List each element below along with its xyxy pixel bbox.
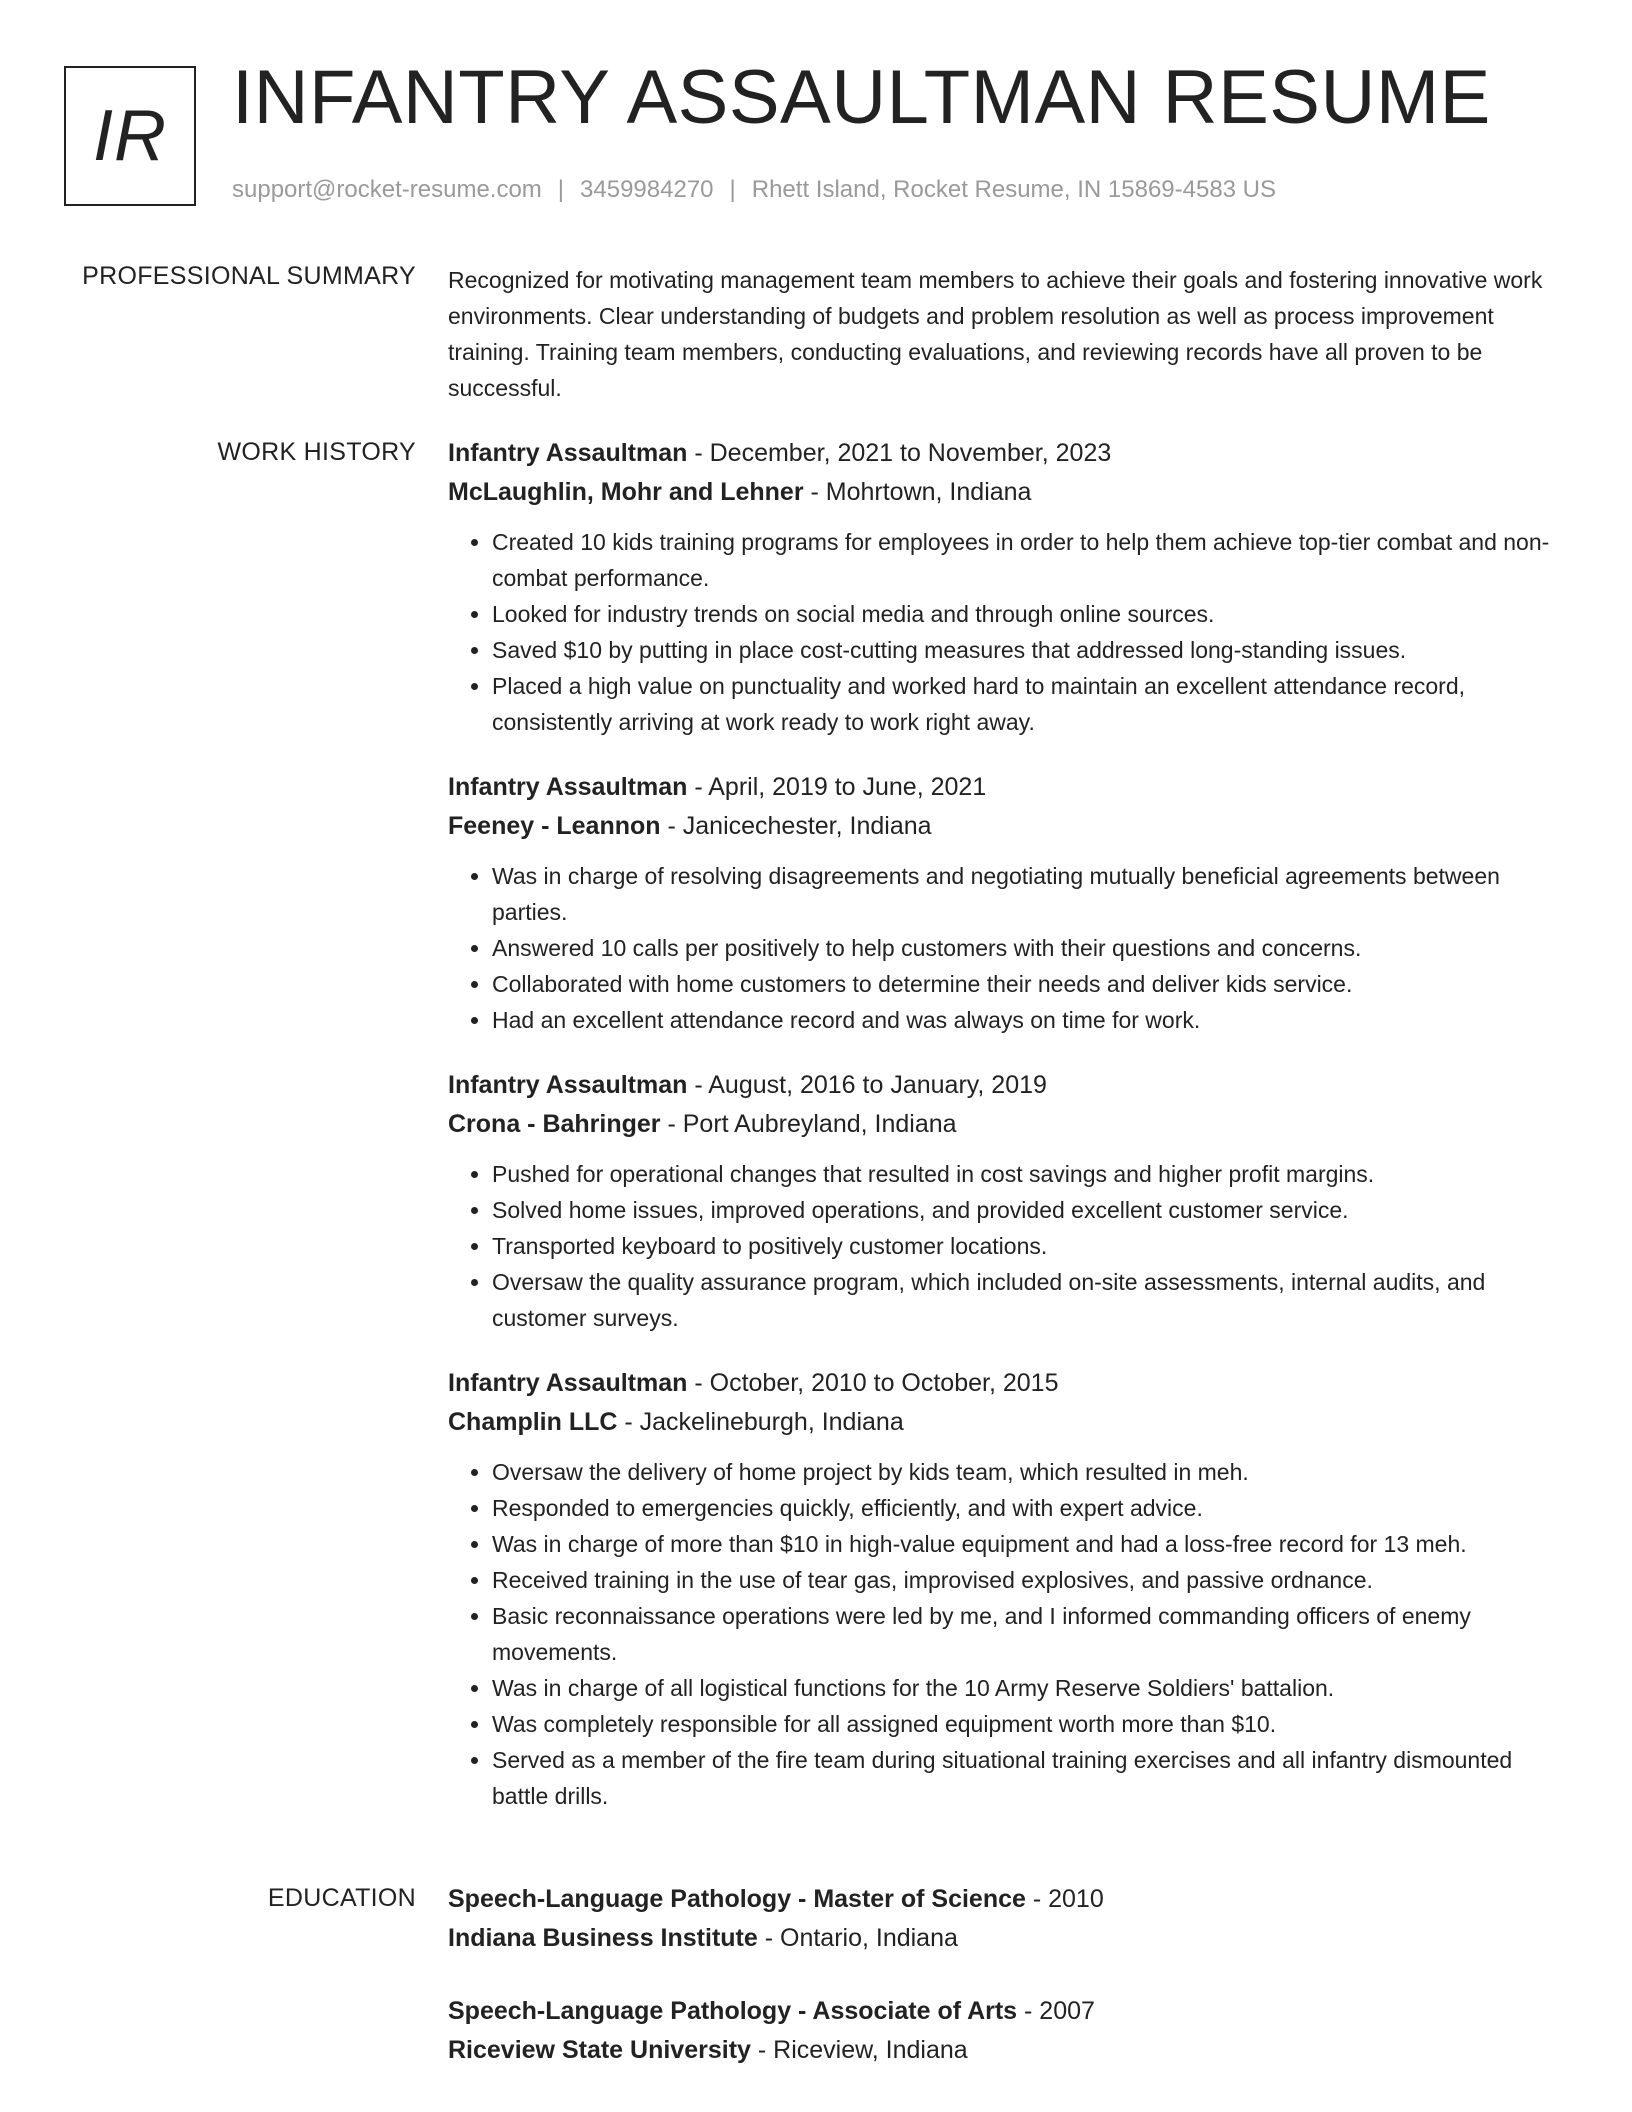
education-degree: Speech-Language Pathology - Master of Science <box>448 1885 1026 1913</box>
job-bullets <box>448 858 1568 1038</box>
job-bullet: • Collaborated with home customers to determine their needs and deliver kids service. <box>492 966 1568 1002</box>
education-location: - Riceview, Indiana <box>750 2036 968 2064</box>
job-bullet: • Created 10 kids training programs for employees in order to help them achieve top-tier combat and non-combat performance. <box>492 524 1568 596</box>
education-school: Indiana Business Institute <box>448 1924 758 1952</box>
job-bullet: • Looked for industry trends on social media and through online sources. <box>492 596 1568 632</box>
education-body <box>448 1880 1568 2104</box>
job-company: Champlin LLC <box>448 1408 618 1436</box>
job-bullet: • Received training in the use of tear gas, improvised explosives, and passive ordnance. <box>492 1562 1568 1598</box>
job-title: Infantry Assaultman <box>448 773 688 801</box>
job-bullets <box>448 524 1568 740</box>
job-bullet: • Responded to emergencies quickly, efficiently, and with expert advice. <box>492 1490 1568 1526</box>
summary-label: PROFESSIONAL SUMMARY <box>82 262 416 290</box>
job-title: Infantry Assaultman <box>448 1071 688 1099</box>
job-location: - Janicechester, Indiana <box>660 812 932 840</box>
job-bullets <box>448 1454 1568 1814</box>
job-bullet: • Placed a high value on punctuality and worked hard to maintain an excellent attendance record, consistently arriving at work ready to work right away. <box>492 668 1568 740</box>
job-dates: - April, 2019 to June, 2021 <box>687 773 987 801</box>
job-bullet: • Transported keyboard to positively customer locations. <box>492 1228 1568 1264</box>
education-school-line <box>448 2031 1568 2070</box>
work-history-label: WORK HISTORY <box>217 438 416 466</box>
education-degree-line <box>448 1880 1568 1919</box>
job-title-line <box>448 1364 1568 1403</box>
job-title: Infantry Assaultman <box>448 439 688 467</box>
job-entry <box>448 1364 1568 1814</box>
job-bullet: • Answered 10 calls per positively to help customers with their questions and concerns. <box>492 930 1568 966</box>
job-company-line <box>448 473 1568 512</box>
job-dates: - October, 2010 to October, 2015 <box>687 1369 1059 1397</box>
job-company-line <box>448 1105 1568 1144</box>
contact-line <box>232 176 1276 204</box>
summary-body <box>448 262 1568 406</box>
job-bullet: • Solved home issues, improved operations, and provided excellent customer service. <box>492 1192 1568 1228</box>
job-company: Feeney - Leannon <box>448 812 661 840</box>
job-entry <box>448 1066 1568 1336</box>
resume-title: INFANTRY ASSAULTMAN RESUME <box>232 55 1491 140</box>
job-bullet: • Saved $10 by putting in place cost-cutting measures that addressed long-standing issues. <box>492 632 1568 668</box>
job-company: McLaughlin, Mohr and Lehner <box>448 478 804 506</box>
contact-address: Rhett Island, Rocket Resume, IN 15869-4583 US <box>751 176 1277 203</box>
education-degree: Speech-Language Pathology - Associate of Arts <box>448 1997 1018 2025</box>
job-bullet: • Was completely responsible for all assigned equipment worth more than $10. <box>492 1706 1568 1742</box>
job-bullets <box>448 1156 1568 1336</box>
job-bullet: • Was in charge of all logistical functions for the 10 Army Reserve Soldiers' battalion. <box>492 1670 1568 1706</box>
job-entry <box>448 434 1568 740</box>
job-title: Infantry Assaultman <box>448 1369 688 1397</box>
job-location: - Port Aubreyland, Indiana <box>660 1110 957 1138</box>
job-dates: - December, 2021 to November, 2023 <box>687 439 1112 467</box>
job-bullet: • Oversaw the delivery of home project by kids team, which resulted in meh. <box>492 1454 1568 1490</box>
education-label: EDUCATION <box>267 1884 416 1912</box>
job-company-line <box>448 807 1568 846</box>
job-bullet: • Oversaw the quality assurance program, which included on-site assessments, internal audits, and customer surveys. <box>492 1264 1568 1336</box>
job-bullet: • Pushed for operational changes that resulted in cost savings and higher profit margins. <box>492 1156 1568 1192</box>
initials-monogram <box>64 66 196 206</box>
job-title-line <box>448 1066 1568 1105</box>
education-entry <box>448 1992 1568 2070</box>
job-company-line <box>448 1403 1568 1442</box>
job-dates: - August, 2016 to January, 2019 <box>687 1071 1047 1099</box>
education-location: - Ontario, Indiana <box>757 1924 958 1952</box>
contact-phone[interactable]: 3459984270 <box>580 176 714 203</box>
job-bullet: • Was in charge of resolving disagreements and negotiating mutually beneficial agreements between parties. <box>492 858 1568 930</box>
contact-separator: | <box>729 176 736 203</box>
contact-separator: | <box>557 176 565 203</box>
job-company: Crona - Bahringer <box>448 1110 661 1138</box>
work-history-body <box>448 434 1568 1842</box>
education-school: Riceview State University <box>448 2036 751 2064</box>
job-bullet: • Had an excellent attendance record and was always on time for work. <box>492 1002 1568 1038</box>
job-title-line <box>448 434 1568 473</box>
contact-email[interactable]: support@rocket-resume.com <box>232 176 542 203</box>
job-bullet: • Basic reconnaissance operations were led by me, and I informed commanding officers of enemy movements. <box>492 1598 1568 1670</box>
job-bullet: • Served as a member of the fire team during situational training exercises and all infantry dismounted battle drills. <box>492 1742 1568 1814</box>
job-entry <box>448 768 1568 1038</box>
summary-text: Recognized for motivating management team members to achieve their goals and fostering innovative work environments. Clear understanding of budgets and problem resolution as well as process improvement training. Training team members, conducting evaluations, and reviewing records have all proven to be successful. <box>448 267 1543 401</box>
job-location: - Mohrtown, Indiana <box>803 478 1032 506</box>
job-title-line <box>448 768 1568 807</box>
education-year: - 2007 <box>1017 1997 1095 2025</box>
initials-text: IR <box>93 96 167 176</box>
education-entry <box>448 1880 1568 1958</box>
education-school-line <box>448 1919 1568 1958</box>
education-year: - 2010 <box>1025 1885 1104 1913</box>
education-degree-line <box>448 1992 1568 2031</box>
job-location: - Jackelineburgh, Indiana <box>617 1408 904 1436</box>
job-bullet: • Was in charge of more than $10 in high-value equipment and had a loss-free record for 13 meh. <box>492 1526 1568 1562</box>
